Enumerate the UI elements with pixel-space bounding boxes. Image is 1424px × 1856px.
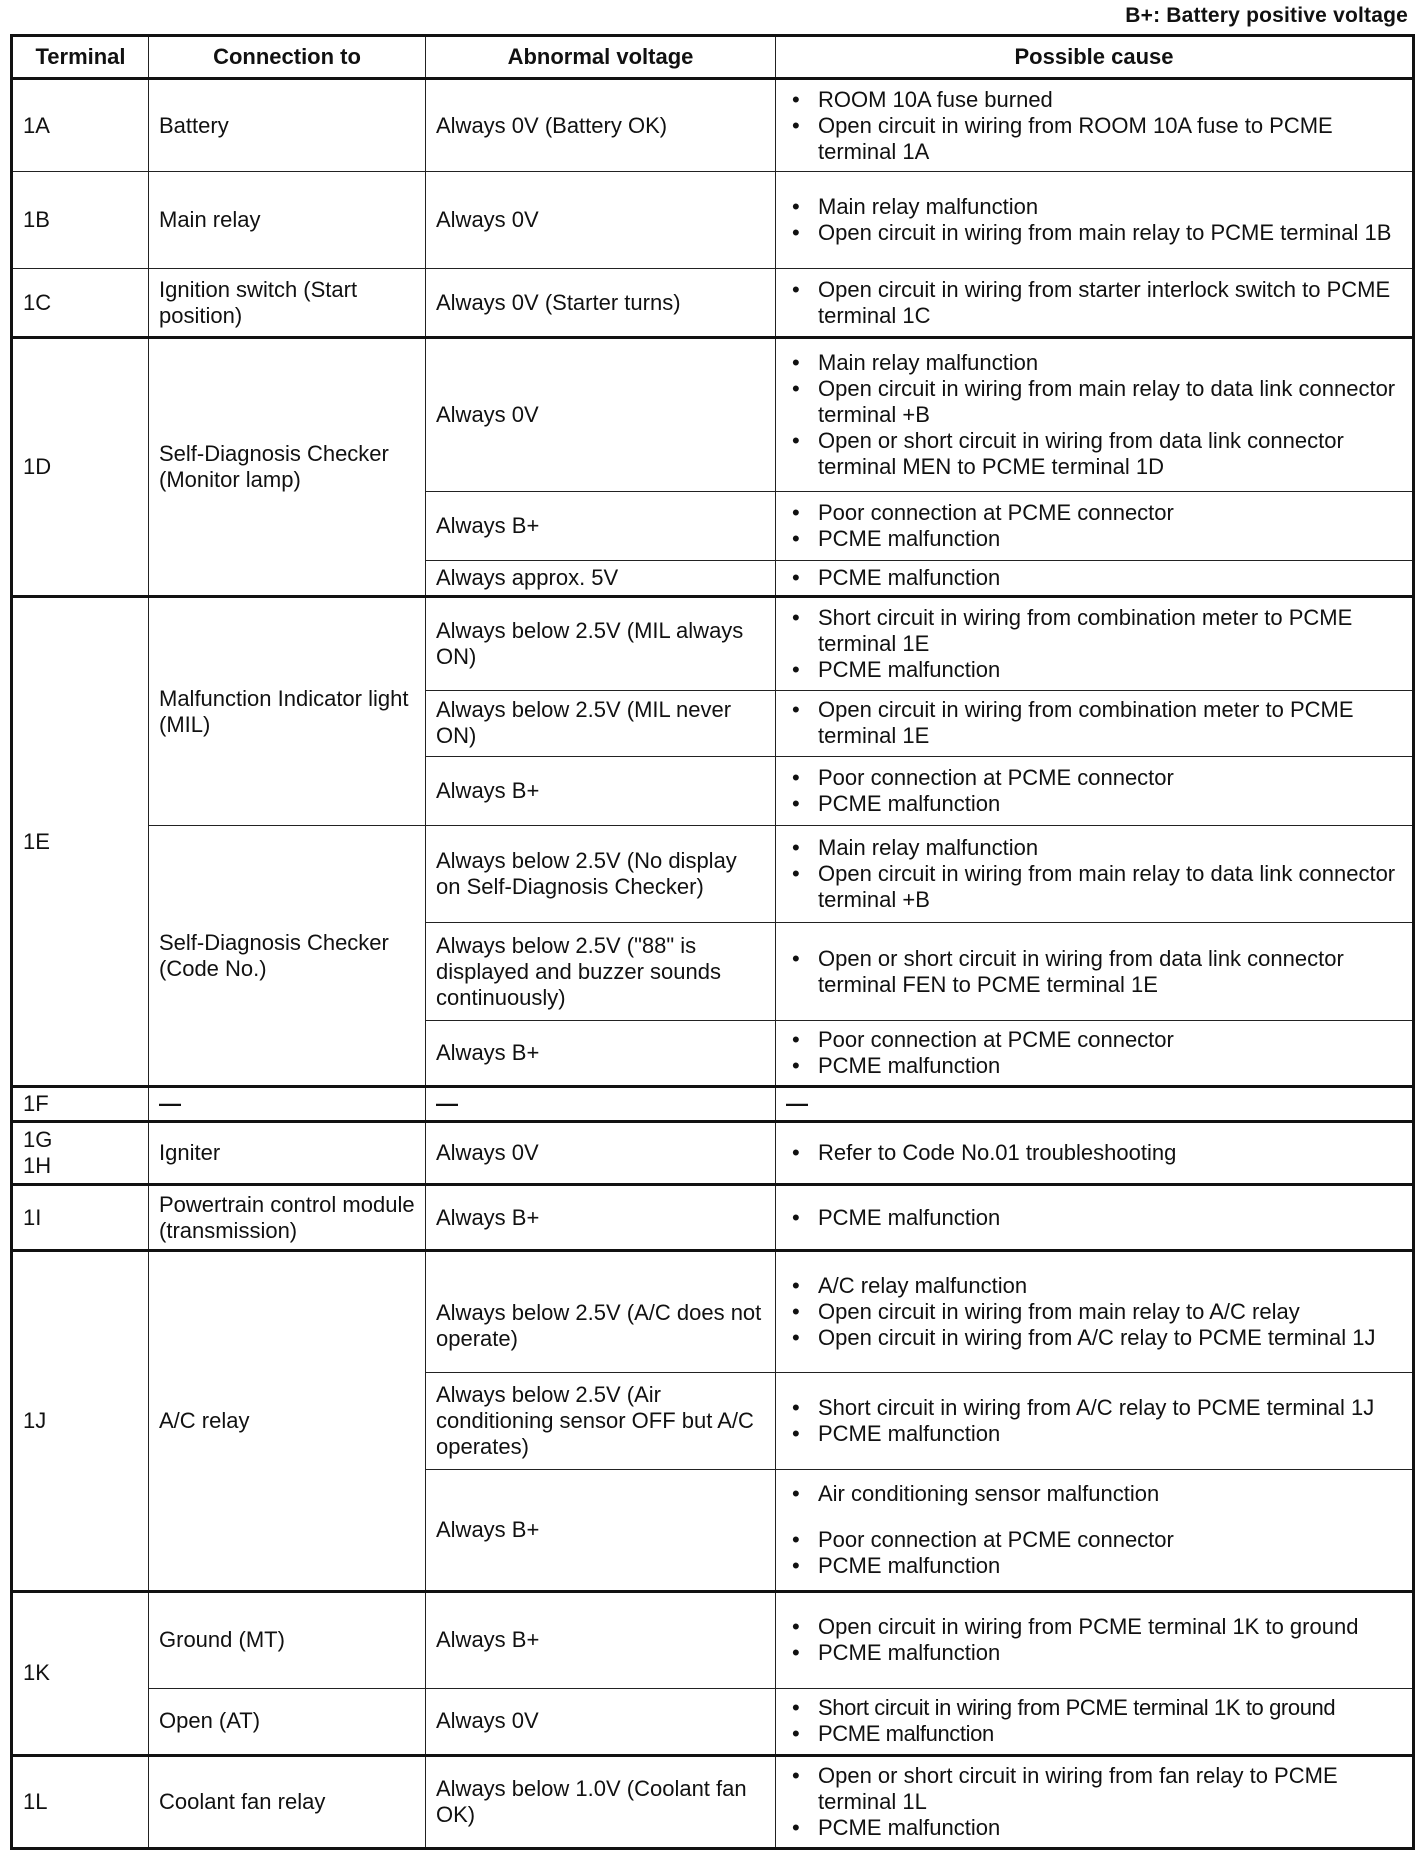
cause-cell [776,1591,1414,1688]
cause-cell [776,1372,1414,1469]
cause-item: • Open circuit in wiring from main relay to data link connector terminal +B [786,376,1402,428]
cause-item: • Poor connection at PCME connector [786,1027,1402,1053]
voltage-cell: Always below 2.5V (No display on Self-Diagnosis Checker) [426,826,776,923]
cause-cell [776,1020,1414,1087]
voltage-cell: Always 0V [426,1688,776,1755]
header-row [12,36,1414,79]
header-terminal: Terminal [12,36,149,79]
voltage-cell: Always B+ [426,1591,776,1688]
cause-item: • Poor connection at PCME connector [786,1527,1402,1553]
cause-item: • PCME malfunction [786,1815,1402,1841]
cause-item: • PCME malfunction [786,1721,1402,1747]
table-row [12,1087,1414,1121]
voltage-cell: Always B+ [426,1470,776,1592]
voltage-cell: — [426,1087,776,1121]
cause-cell [776,1470,1414,1592]
terminal-cell: 1B [12,172,149,269]
voltage-cell: Always below 1.0V (Coolant fan OK) [426,1755,776,1848]
cause-cell [776,1688,1414,1755]
cause-cell [776,826,1414,923]
voltage-cell: Always below 2.5V ("88" is displayed and buzzer sounds continuously) [426,923,776,1020]
connection-cell: A/C relay [149,1251,426,1591]
cause-cell [776,1251,1414,1373]
table-row [12,597,1414,690]
voltage-cell: Always 0V [426,1121,776,1184]
cause-cell: — [776,1087,1414,1121]
table-row [12,79,1414,172]
voltage-cell: Always 0V (Starter turns) [426,269,776,338]
table-row [12,338,1414,492]
connection-cell: — [149,1087,426,1121]
cause-item: • Open or short circuit in wiring from data link connector terminal FEN to PCME terminal 1E [786,946,1402,998]
terminal-cell: 1L [12,1755,149,1848]
terminal-cell: 1E [12,597,149,1087]
cause-item: • PCME malfunction [786,1421,1402,1447]
cause-item: • Open circuit in wiring from ROOM 10A fuse to PCME terminal 1A [786,113,1402,165]
table-row [12,1184,1414,1251]
cause-cell [776,492,1414,561]
voltage-cell: Always below 2.5V (MIL always ON) [426,597,776,690]
connection-cell: Self-Diagnosis Checker (Monitor lamp) [149,338,426,597]
cause-item: • Open circuit in wiring from main relay to A/C relay [786,1299,1402,1325]
table-row [12,172,1414,269]
cause-item: • Open or short circuit in wiring from data link connector terminal MEN to PCME terminal 1D [786,428,1402,480]
connection-cell: Self-Diagnosis Checker (Code No.) [149,826,426,1087]
terminal-cell: 1K [12,1591,149,1755]
connection-cell: Powertrain control module (transmission) [149,1184,426,1251]
table-row [12,826,1414,923]
terminal-cell: 1J [12,1251,149,1591]
cause-item: • PCME malfunction [786,526,1402,552]
terminal-label: 1G [23,1126,53,1152]
terminal-cell: 1A [12,79,149,172]
terminal-cell: 1D [12,338,149,597]
terminal-cell: 1I [12,1184,149,1251]
voltage-cell: Always 0V [426,338,776,492]
header-connection: Connection to [149,36,426,79]
cause-item: • PCME malfunction [786,1640,1402,1666]
cause-item: • PCME malfunction [786,1053,1402,1079]
terminal-cell: 1C [12,269,149,338]
cause-item: • PCME malfunction [786,565,1402,591]
cause-item: • Main relay malfunction [786,194,1402,220]
table-row [12,1121,1414,1184]
cause-item: • Open circuit in wiring from A/C relay to PCME terminal 1J [786,1325,1402,1351]
cause-cell [776,1184,1414,1251]
cause-item: • Open or short circuit in wiring from fan relay to PCME terminal 1L [786,1763,1402,1815]
connection-cell: Ground (MT) [149,1591,426,1688]
table-row [12,269,1414,338]
connection-cell: Coolant fan relay [149,1755,426,1848]
cause-item: • Refer to Code No.01 troubleshooting [786,1140,1402,1166]
connection-cell: Open (AT) [149,1688,426,1755]
cause-cell [776,560,1414,596]
cause-cell [776,172,1414,269]
cause-cell [776,1755,1414,1848]
table-row [12,1688,1414,1755]
cause-item: • Main relay malfunction [786,350,1402,376]
voltage-cell: Always below 2.5V (Air conditioning sensor OFF but A/C operates) [426,1372,776,1469]
voltage-cell: Always below 2.5V (A/C does not operate) [426,1251,776,1373]
cause-item: • ROOM 10A fuse burned [786,87,1402,113]
cause-cell [776,923,1414,1020]
terminal-label: 1H [23,1152,52,1178]
battery-voltage-note: B+: Battery positive voltage [1125,4,1408,27]
header-voltage: Abnormal voltage [426,36,776,79]
cause-item: • Open circuit in wiring from starter interlock switch to PCME terminal 1C [786,277,1402,329]
voltage-cell: Always B+ [426,1020,776,1087]
cause-item: • Short circuit in wiring from A/C relay to PCME terminal 1J [786,1395,1402,1421]
voltage-cell: Always 0V [426,172,776,269]
cause-item: • A/C relay malfunction [786,1273,1402,1299]
cause-item: • Open circuit in wiring from main relay to data link connector terminal +B [786,861,1402,913]
cause-item: • PCME malfunction [786,1205,1402,1231]
table-row [12,1591,1414,1688]
voltage-cell: Always B+ [426,492,776,561]
cause-cell [776,597,1414,690]
cause-cell [776,690,1414,757]
terminal-cell [12,1121,149,1184]
cause-item: • Air conditioning sensor malfunction [786,1481,1402,1507]
cause-item: • Short circuit in wiring from PCME terminal 1K to ground [786,1695,1402,1721]
cause-cell [776,1121,1414,1184]
cause-cell [776,79,1414,172]
connection-cell: Main relay [149,172,426,269]
cause-item: • Open circuit in wiring from PCME terminal 1K to ground [786,1614,1402,1640]
voltage-cell: Always below 2.5V (MIL never ON) [426,690,776,757]
connection-cell: Battery [149,79,426,172]
cause-item: • Main relay malfunction [786,835,1402,861]
terminal-cell: 1F [12,1087,149,1121]
cause-cell [776,757,1414,826]
cause-item: • Open circuit in wiring from main relay to PCME terminal 1B [786,220,1402,246]
header-cause: Possible cause [776,36,1414,79]
voltage-cell: Always approx. 5V [426,560,776,596]
cause-cell [776,269,1414,338]
cause-item: • Poor connection at PCME connector [786,500,1402,526]
cause-item: • PCME malfunction [786,657,1402,683]
terminal-voltage-table [10,34,1415,1850]
table-row [12,1251,1414,1373]
cause-item: • PCME malfunction [786,791,1402,817]
cause-cell [776,338,1414,492]
cause-item: • PCME malfunction [786,1553,1402,1579]
table-row [12,1755,1414,1848]
cause-item: • Short circuit in wiring from combination meter to PCME terminal 1E [786,605,1402,657]
voltage-cell: Always B+ [426,757,776,826]
cause-item: • Poor connection at PCME connector [786,765,1402,791]
voltage-cell: Always B+ [426,1184,776,1251]
voltage-cell: Always 0V (Battery OK) [426,79,776,172]
connection-cell: Malfunction Indicator light (MIL) [149,597,426,826]
cause-item: • Open circuit in wiring from combination meter to PCME terminal 1E [786,697,1402,749]
connection-cell: Ignition switch (Start position) [149,269,426,338]
connection-cell: Igniter [149,1121,426,1184]
